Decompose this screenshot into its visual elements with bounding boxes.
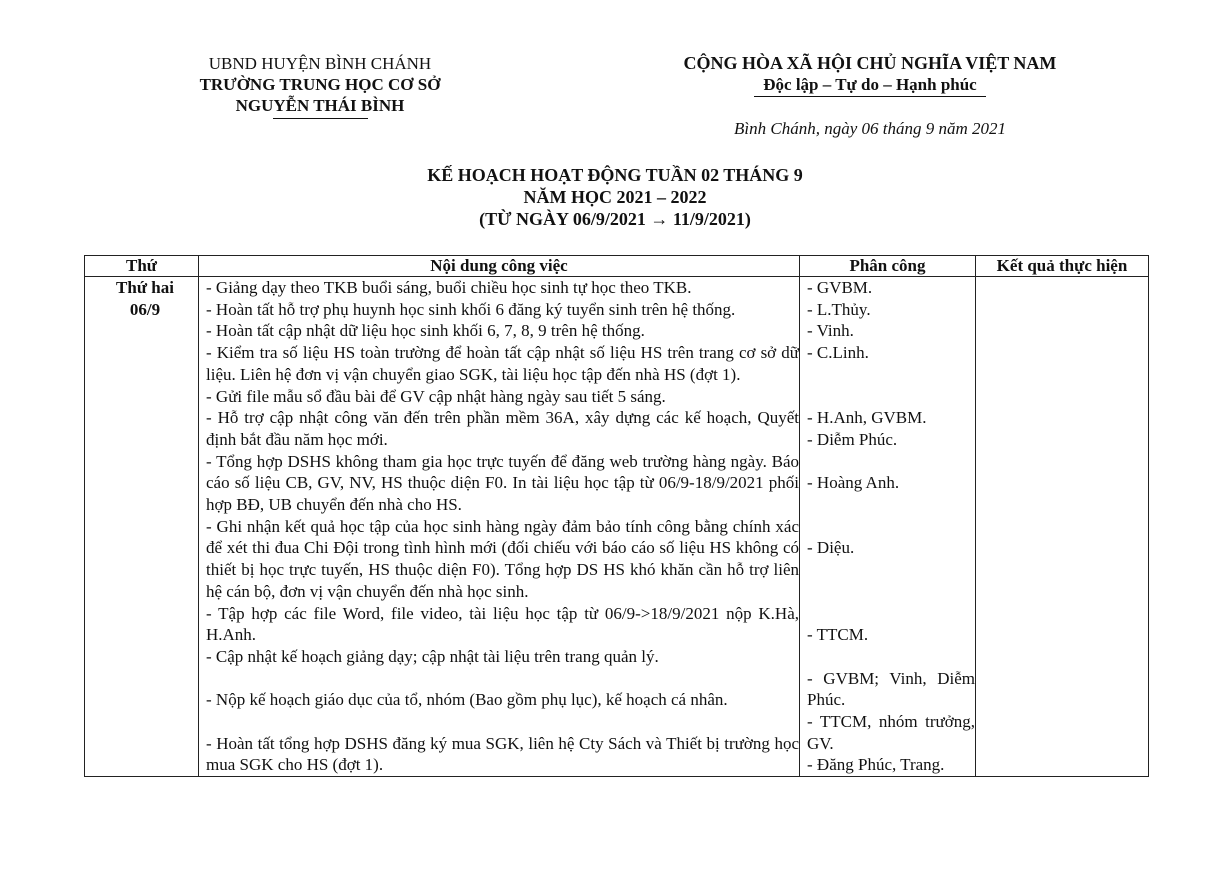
task-item: - Gửi file mẫu sổ đầu bài để GV cập nhật hàng ngày sau tiết 5 sáng. <box>206 386 666 406</box>
task-item: - Hỗ trợ cập nhật công văn đến trên phần mềm 36A, xây dựng các kế hoạch, Quyết định bắt đầu năm học mới. <box>206 408 799 449</box>
header-underline <box>273 118 368 119</box>
assignee-item: - TTCM, nhóm trưởng, GV. <box>807 711 975 753</box>
col-header-day: Thứ <box>85 256 199 277</box>
assignee-item: - GVBM; Vinh, Diễm Phúc. <box>807 668 975 710</box>
task-item: - Tập hợp các file Word, file video, tài liệu học tập từ 06/9->18/9/2021 nộp K.Hà, H.Anh. <box>206 603 799 645</box>
org-header <box>170 53 470 119</box>
col-header-result: Kết quả thực hiện <box>976 256 1149 277</box>
task-item: - Kiểm tra số liệu HS toàn trường để hoàn tất cập nhật số liệu HS trên trang cơ sở dữ liệu. Liên hệ đơn vị vận chuyển giao SGK, tài liệu học tập đến nhà HS (đợt 1). <box>206 343 799 384</box>
assignee-item: - Vinh. <box>807 321 854 341</box>
assignee-item: - C.Linh. <box>807 343 869 363</box>
weekly-plan-table <box>84 255 1149 777</box>
assignee-item: - Diễm Phúc. <box>807 429 898 449</box>
assignee-item: - L.Thủy. <box>807 299 871 319</box>
school-type: TRƯỜNG TRUNG HỌC CƠ SỞ <box>199 75 441 94</box>
assignee-item: - Diệu. <box>807 538 855 558</box>
national-title: CỘNG HÒA XÃ HỘI CHỦ NGHĨA VIỆT NAM <box>683 53 1057 73</box>
day-cell <box>85 277 199 777</box>
table-row <box>85 277 1149 777</box>
assignee-item: - Hoàng Anh. <box>807 473 900 493</box>
assignee-item: - H.Anh, GVBM. <box>807 408 927 428</box>
title-line-3: (TỪ NGÀY 06/9/2021 → 11/9/2021) <box>479 209 751 229</box>
col-header-assignee: Phân công <box>800 256 976 277</box>
day-name: Thứ hai <box>116 278 174 297</box>
national-header <box>655 53 1085 97</box>
task-item: - Nộp kế hoạch giáo dục của tổ, nhóm (Bao gồm phụ lục), kế hoạch cá nhân. <box>206 690 728 710</box>
table-header-row <box>85 256 1149 277</box>
task-item: - Hoàn tất tổng hợp DSHS đăng ký mua SGK, liên hệ Cty Sách và Thiết bị trường học mua SGK cho HS (đợt 1). <box>206 733 799 775</box>
issue-date: Bình Chánh, ngày 06 tháng 9 năm 2021 <box>734 119 1006 138</box>
assignee-item: - Đăng Phúc, Trang. <box>807 755 945 775</box>
day-date: 06/9 <box>129 299 161 319</box>
motto-underline <box>754 96 986 97</box>
task-item: - Hoàn tất hỗ trợ phụ huynh học sinh khối 6 đăng ký tuyển sinh trên hệ thống. <box>206 299 736 319</box>
title-line-1: KẾ HOẠCH HOẠT ĐỘNG TUẦN 02 THÁNG 9 <box>427 165 803 185</box>
school-name: NGUYỄN THÁI BÌNH <box>235 96 405 115</box>
assignee-item: - GVBM. <box>807 278 873 297</box>
task-item: - Tổng hợp DSHS không tham gia học trực tuyến để đăng web trường hàng ngày. Báo cáo số liệu CB, GV, NV, HS thuộc diện F0. In tài liệu học tập từ 06/9-18/9/2021 phối hợp BĐ, UB chuyển đến nhà cho HS. <box>206 451 799 515</box>
national-motto: Độc lập – Tự do – Hạnh phúc <box>763 75 977 94</box>
document-title <box>200 164 1030 230</box>
result-cell <box>976 277 1149 777</box>
assignee-cell <box>800 277 976 777</box>
district-name: UBND HUYỆN BÌNH CHÁNH <box>208 54 432 73</box>
task-item: - Ghi nhận kết quả học tập của học sinh hàng ngày đảm bảo tính công bằng chính xác để xét thi đua Chi Đội trong tình hình mới (đối chiếu với báo cáo số liệu HS không có thiết bị học trực tuyến, HS thuộc diện F0). Tổng hợp DS HS khó khăn cần hỗ trợ liên hệ cán bộ, đơn vị vận chuyển đến nhà học sinh. <box>206 516 799 601</box>
task-item: - Hoàn tất cập nhật dữ liệu học sinh khối 6, 7, 8, 9 trên hệ thống. <box>206 321 645 341</box>
task-item: - Giảng dạy theo TKB buổi sáng, buổi chiều học sinh tự học theo TKB. <box>206 278 692 297</box>
col-header-content: Nội dung công việc <box>199 256 800 277</box>
task-item: - Cập nhật kế hoạch giảng dạy; cập nhật tài liệu trên trang quản lý. <box>206 646 659 666</box>
content-cell <box>199 277 800 777</box>
assignee-item: - TTCM. <box>807 625 869 645</box>
title-line-2: NĂM HỌC 2021 – 2022 <box>523 187 707 207</box>
